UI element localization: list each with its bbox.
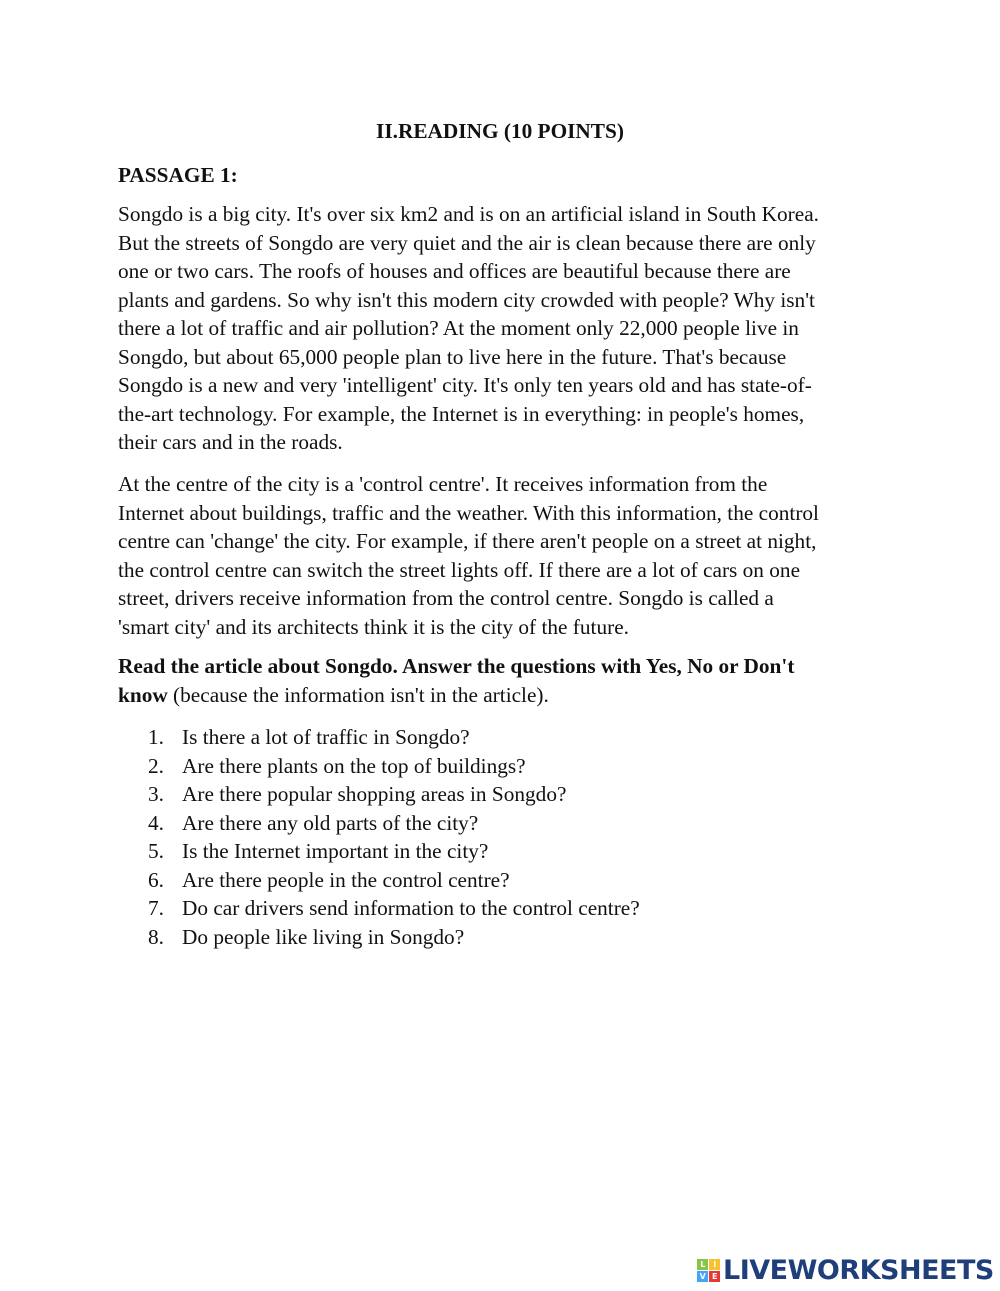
question-text: Do car drivers send information to the control centre? xyxy=(182,896,640,920)
question-text: Are there people in the control centre? xyxy=(182,867,510,892)
paragraph-line: At the centre of the city is a 'control centre'. It receives information from the xyxy=(118,472,768,496)
question-number: 7. xyxy=(148,896,164,920)
paragraph-line: there a lot of traffic and air pollution? At the moment only 22,000 people live in xyxy=(118,316,799,340)
paragraph-line: Internet about buildings, traffic and the weather. With this information, the control xyxy=(118,500,819,525)
question-text: Are there plants on the top of buildings? xyxy=(182,753,526,778)
instruction-line-1 xyxy=(118,652,794,680)
logo-text: LIVEWORKSHEETS xyxy=(723,1255,994,1286)
tile: E xyxy=(709,1271,720,1282)
paragraph-line: plants and gardens. So why isn't this modern city crowded with people? Why isn't xyxy=(118,287,815,312)
tile: I xyxy=(709,1259,720,1270)
question-item xyxy=(118,780,566,808)
question-text: Are there popular shopping areas in Songdo? xyxy=(182,782,567,806)
paragraph-line: centre can 'change' the city. For example, if there aren't people on a street at night, xyxy=(118,529,817,553)
question-number: 4. xyxy=(148,810,164,835)
question-text: Are there any old parts of the city? xyxy=(182,810,479,835)
question-item xyxy=(118,752,526,780)
question-number: 6. xyxy=(148,867,164,892)
liveworksheets-logo xyxy=(697,1255,994,1286)
question-number: 5. xyxy=(148,839,164,863)
question-text: Is there a lot of traffic in Songdo? xyxy=(182,725,470,749)
instruction-bold-2: know xyxy=(118,683,168,707)
tile: L xyxy=(697,1259,708,1270)
question-number: 8. xyxy=(148,924,164,949)
question-text: Is the Internet important in the city? xyxy=(182,839,489,863)
paragraph-line: Songdo is a big city. It's over six km2 and is on an artificial island in South Korea. xyxy=(118,202,820,226)
question-text: Do people like living in Songdo? xyxy=(182,924,465,949)
paragraph-line: the control centre can switch the street lights off. If there are a lot of cars on one xyxy=(118,557,801,582)
question-item xyxy=(118,894,640,922)
question-item xyxy=(118,837,488,865)
paragraph-line: the-art technology. For example, the Internet is in everything: in people's homes, xyxy=(118,401,805,426)
question-item xyxy=(118,866,510,894)
instruction-rest: (because the information isn't in the article). xyxy=(167,683,549,707)
instruction-bold: Read the article about Songdo. Answer the questions with Yes, No or Don't xyxy=(118,654,795,678)
tile: V xyxy=(697,1271,708,1282)
logo-tiles-icon xyxy=(697,1259,720,1282)
paragraph-line: one or two cars. The roofs of houses and offices are beautiful because there are xyxy=(118,259,791,283)
paragraph-line: Songdo, but about 65,000 people plan to live here in the future. That's because xyxy=(118,344,787,369)
section-title: II.READING (10 POINTS) xyxy=(376,119,624,143)
paragraph-line: their cars and in the roads. xyxy=(118,430,343,454)
question-item xyxy=(118,923,464,951)
paragraph-line: street, drivers receive information from the control centre. Songdo is called a xyxy=(118,586,774,610)
question-number: 2. xyxy=(148,753,164,778)
paragraph-line: Songdo is a new and very 'intelligent' city. It's only ten years old and has state-of- xyxy=(118,373,812,397)
question-number: 3. xyxy=(148,782,164,806)
question-item xyxy=(118,809,478,837)
paragraph-line: But the streets of Songdo are very quiet and the air is clean because there are only xyxy=(118,230,816,255)
instruction-line-2 xyxy=(118,681,549,709)
question-item xyxy=(118,723,470,751)
question-number: 1. xyxy=(148,725,164,749)
paragraph-line: 'smart city' and its architects think it is the city of the future. xyxy=(118,614,629,639)
passage-label: PASSAGE 1: xyxy=(118,163,238,187)
